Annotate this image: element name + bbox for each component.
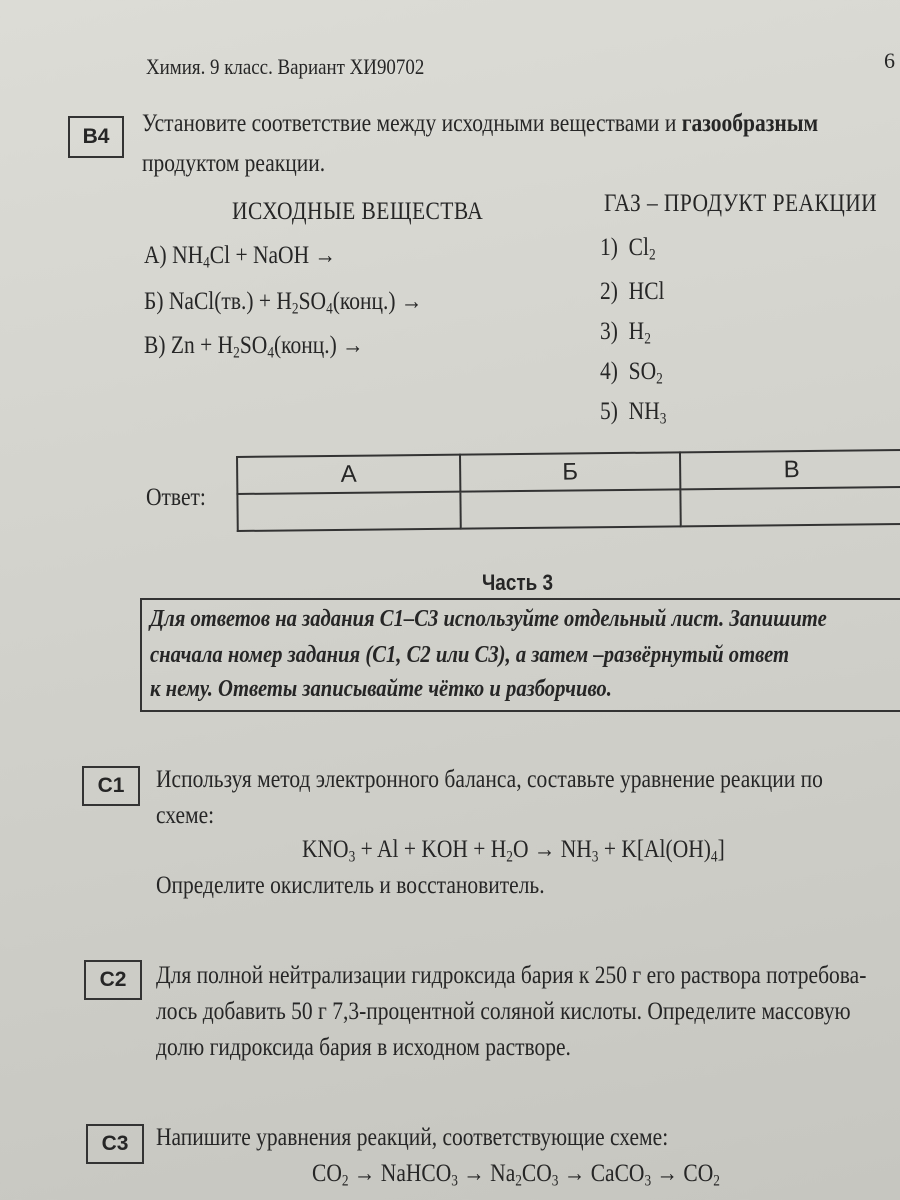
answer-col-c: В: [680, 450, 900, 489]
product-3: 3) $H_2$: [600, 318, 651, 348]
page-header: Химия. 9 класс. Вариант ХИ90702: [146, 54, 425, 79]
product-5: 5) $NH_3$: [600, 398, 667, 428]
task-label-c2: С2: [84, 960, 142, 1000]
instruction-line-1: Для ответов на задания С1–С3 используйте отдельный лист. Запишите: [150, 606, 827, 632]
answer-label: Ответ:: [146, 484, 206, 511]
product-2: 2) HCl: [600, 278, 665, 305]
instruction-line-3: к нему. Ответы записывайте чётко и разборчиво.: [150, 676, 612, 702]
product-1: 1) $Cl_2$: [600, 234, 656, 264]
c1-equation: $KNO_3 + Al$ + KOH + $H_2O \to NH_3 + K[Al(OH)_4]$: [302, 836, 725, 866]
answer-cell-b[interactable]: [460, 489, 680, 528]
c3-line1: Напишите уравнения реакций, соответствующие схеме:: [156, 1124, 669, 1151]
instruction-line-2: сначала номер задания (С1, С2 или С3), а затем –развёрнутый ответ: [150, 642, 790, 668]
answer-input-row: [237, 487, 900, 531]
reactants-heading: ИСХОДНЫЕ ВЕЩЕСТВА: [232, 198, 484, 225]
answer-col-b: Б: [460, 452, 680, 491]
reactant-c: В) $Zn + H_2SO_4(конц.)$ →: [144, 332, 364, 362]
reactant-a: А) $NH_4Cl$ + NaOH →: [144, 242, 336, 272]
c2-line3: долю гидроксида бария в исходном растворе.: [156, 1034, 571, 1061]
products-heading: ГАЗ – ПРОДУКТ РЕАКЦИИ: [604, 190, 878, 217]
c2-line2: лось добавить 50 г 7,3-процентной соляной кислоты. Определите массовую: [156, 998, 851, 1025]
c3-scheme: $CO_2$ → NaHCO$_3$ → $Na_2CO_3$ → CaCO$_3$ → $CO_2$: [312, 1160, 720, 1190]
c2-line1: Для полной нейтрализации гидроксида бария к 250 г его раствора потребова-: [156, 962, 867, 989]
product-4: 4) $SO_2$: [600, 358, 663, 388]
c1-line3: Определите окислитель и восстановитель.: [156, 872, 545, 899]
part3-instruction-box: [140, 598, 900, 712]
answer-cell-a[interactable]: [237, 492, 460, 531]
task-label-c1: С1: [82, 766, 140, 806]
task-label-c3: С3: [86, 1124, 144, 1164]
reactant-b: Б) NaCl(тв.) + $H_2SO_4(конц.)$ →: [144, 288, 423, 318]
answer-table: [236, 449, 900, 532]
task-label-b4: В4: [68, 116, 124, 158]
c1-line2: схеме:: [156, 802, 215, 829]
answer-col-a: А: [237, 455, 460, 494]
page-number: 6: [884, 48, 895, 73]
b4-text-line1: Установите соответствие между исходными веществами и газообразным: [142, 110, 819, 137]
b4-text-line2: продуктом реакции.: [142, 150, 326, 177]
part3-title: Часть 3: [482, 570, 554, 595]
answer-cell-c[interactable]: [680, 487, 900, 526]
c1-line1: Используя метод электронного баланса, составьте уравнение реакции по: [156, 766, 823, 793]
